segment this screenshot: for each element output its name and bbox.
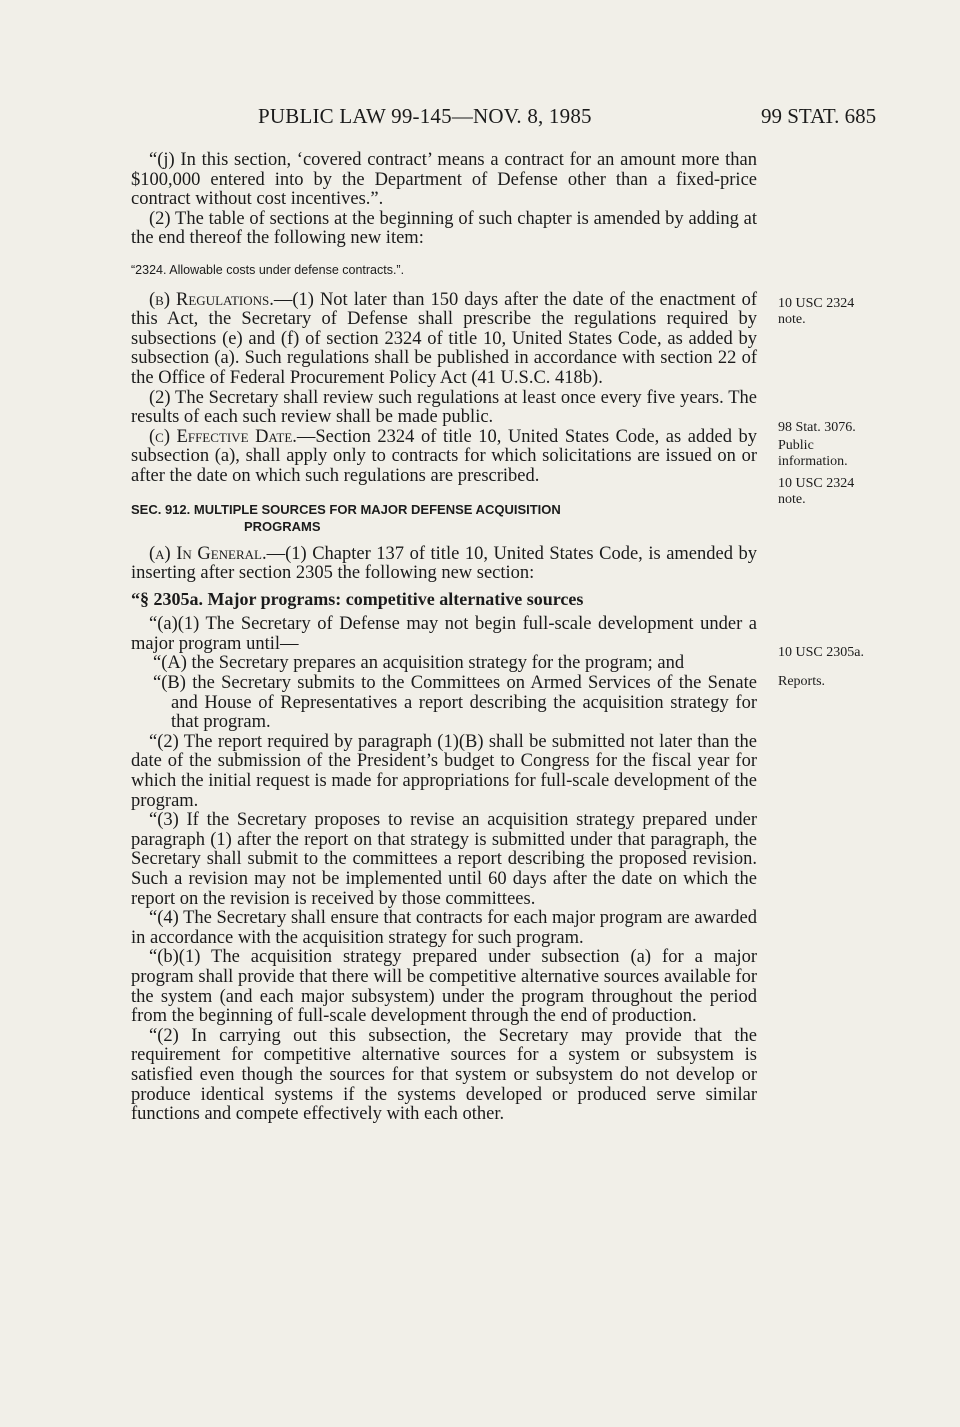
paragraph-a-in-general-text: —(1) Chapter 137 of title 10, United States Code, is amended by inserting after section 2305 the following new section: — [131, 543, 757, 584]
margin-note-line: 10 USC 2324 — [778, 296, 855, 311]
margin-note-10-usc-2324-b — [778, 476, 854, 508]
paragraph-j-covered-contract: “(j) In this section, ‘covered contract’ means a contract for an amount more than $100,000 entered into by the Department of Defense other than a fixed-price contract without cost incentives.”. — [131, 150, 757, 210]
section-912-heading-line2: PROGRAMS — [244, 518, 321, 534]
subsection-heading-regulations: (b) Regulations. — [149, 289, 274, 310]
margin-note-line: note. — [778, 312, 806, 327]
paragraph-a3: “(3) If the Secretary proposes to revise an acquisition strategy prepared under paragraph (1) after the report on that strategy is submitted under that paragraph, the Secretary shall submit to the committees a report describing the proposed revision. Such a revision may not be implemented until 60 days after the date on which the report on the revision is received by those committees. — [131, 810, 757, 909]
clause-b-submits-report: “(B) the Secretary submits to the Committees on Armed Services of the Senate and House of Representatives a report describing the acquisition strategy for that program. — [153, 673, 757, 733]
margin-note-reports: Reports. — [778, 674, 826, 689]
margin-note-line: information. — [778, 454, 848, 469]
section-912-heading-line1: SEC. 912. MULTIPLE SOURCES FOR MAJOR DEFENSE ACQUISITION — [131, 501, 561, 517]
table-item-2324: “2324. Allowable costs under defense contracts.”. — [131, 262, 405, 277]
margin-note-10-usc-2305a: 10 USC 2305a. — [778, 645, 864, 660]
paragraph-review-regulations: (2) The Secretary shall review such regulations at least once every five years. The results of each such review shall be made public. — [131, 387, 757, 428]
paragraph-c-effective-date — [131, 428, 757, 487]
running-header-stat-page: 99 STAT. 685 — [761, 104, 877, 128]
paragraph-b-regulations — [131, 291, 757, 389]
margin-note-10-usc-2324 — [778, 296, 854, 328]
subsection-heading-effective-date: (c) Effective Date. — [149, 426, 297, 447]
body-text-column — [131, 151, 757, 1125]
paragraph-a-in-general — [131, 545, 757, 584]
margin-note-line: note. — [778, 492, 806, 507]
subsection-heading-in-general: (a) In General. — [149, 543, 267, 564]
section-912-heading — [131, 501, 757, 535]
margin-note-line: 10 USC 2324 — [778, 476, 855, 491]
clause-a-acquisition-strategy: “(A) the Secretary prepares an acquisition strategy for the program; and — [153, 653, 685, 674]
paragraph-a2: “(2) The report required by paragraph (1)(B) shall be submitted not later than the date of the submission of the President’s budget to Congress for the fiscal year for which the initial request is made for appropriations for full-scale development of the program. — [131, 731, 757, 811]
margin-note-98-stat: 98 Stat. 3076. — [778, 420, 856, 435]
paragraph-b-regulations-text: —(1) Not later than 150 days after the date of the enactment of this Act, the Secretary of Defense shall prescribe the regulations required by subsections (e) and (f) of section 2324 of title 10, United States Code, as added by subsection (a). Such regulations shall be published in accordance with section 22 of the Office of Federal Procurement Policy Act (41 U.S.C. 418b). — [131, 289, 757, 388]
running-header-title: PUBLIC LAW 99-145—NOV. 8, 1985 — [258, 104, 592, 128]
paragraph-b2: “(2) In carrying out this subsection, the Secretary may provide that the requirement for competitive alternative sources for a system or subsystem is satisfied even though the sources for that system or subsystem do not develop or produce identical systems if the systems developed or produced serve similar functions and compete effectively with each other. — [131, 1025, 757, 1125]
paragraph-table-of-sections: (2) The table of sections at the beginning of such chapter is amended by adding at the end thereof the following new item: — [131, 208, 757, 249]
paragraph-a1: “(a)(1) The Secretary of Defense may not begin full-scale development under a major program until— — [131, 614, 757, 654]
paragraph-a4: “(4) The Secretary shall ensure that contracts for each major program are awarded in accordance with the acquisition strategy for such program. — [131, 908, 757, 948]
paragraph-c-effective-date-text: —Section 2324 of title 10, United States Code, as added by subsection (a), shall apply only to contracts for which solicitations are issued on or after the date on which such regulations are prescribed. — [131, 426, 757, 486]
paragraph-b1: “(b)(1) The acquisition strategy prepared under subsection (a) for a major program shall provide that there will be competitive alternative sources available for the system (and each major subsystem) under the program throughout the period from the beginning of full-scale development through the end of production. — [131, 947, 757, 1027]
section-2305a-heading: “§ 2305a. Major programs: competitive alternative sources — [131, 588, 584, 609]
margin-note-public-information — [778, 438, 848, 470]
margin-note-line: Public — [778, 438, 814, 453]
